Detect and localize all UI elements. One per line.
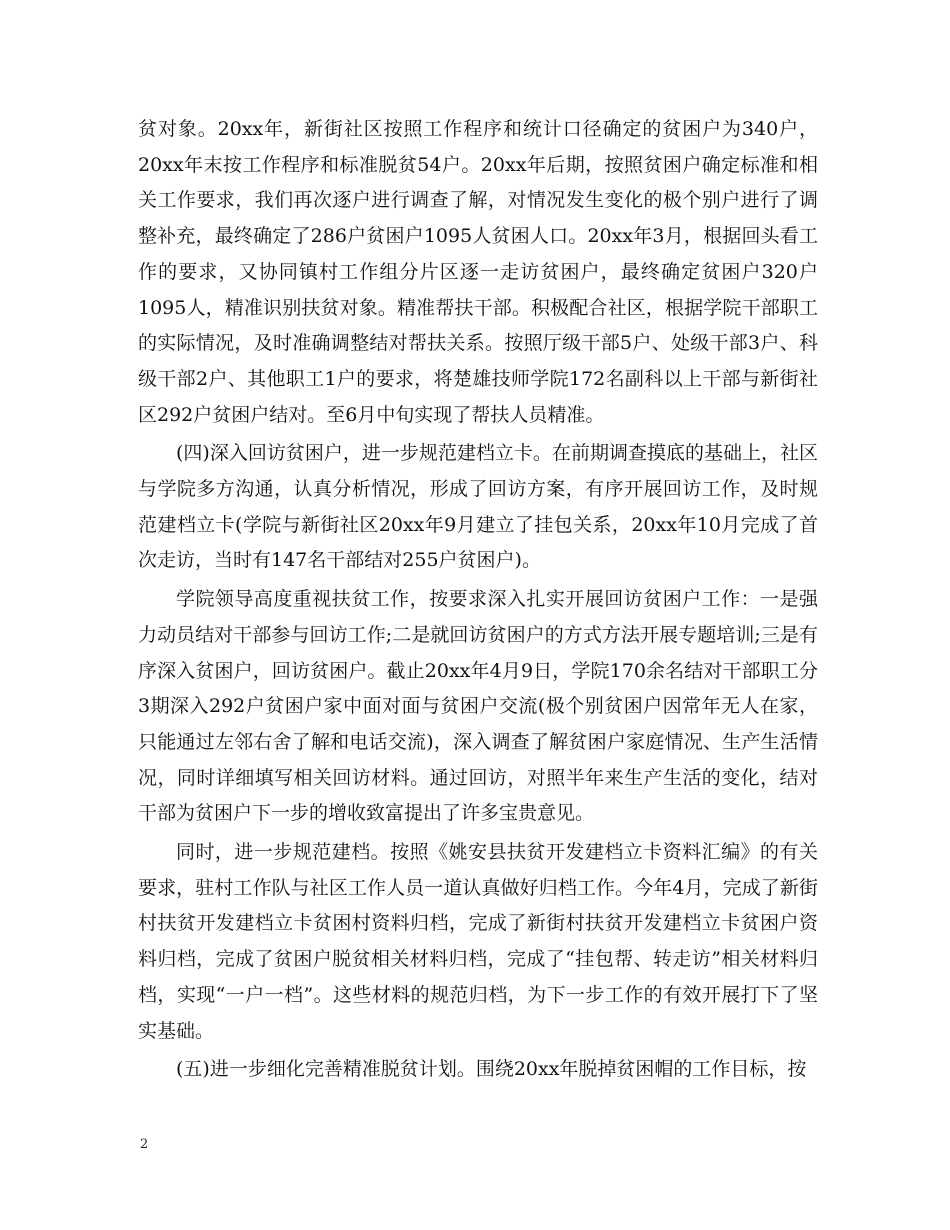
paragraph-5: (五)进一步细化完善精准脱贫计划。围绕20xx年脱掉贫困帽的工作目标，按 bbox=[176, 1058, 807, 1081]
paragraph-1: 贫对象。20xx年，新街社区按照工作程序和统计口径确定的贫困户为340户，20xx年末按工作程序和标准脱贫54户。20xx年后期，按照贫困户确定标准和相关工作要求，我们再次逐户进行调查了解，对情况发生变化的极个别户进行了调整补充，最终确定了286户贫困户1095人贫困人口。20xx年3月，根据回头看工作的要求，又协同镇村工作组分片区逐一走访贫困户，最终确定贫困户320户1095人，精准识别扶贫对象。精准帮扶干部。积极配合社区，根据学院干部职工的实际情况，及时准确调整结对帮扶关系。按照厅级干部5户、处级干部3户、科级干部2户、其他职工1户的要求，将楚雄技师学院172名副科以上干部与新街社区292户贫困户结对。至6月中旬实现了帮扶人员精准。 bbox=[138, 118, 818, 426]
paragraph-2: (四)深入回访贫困户，进一步规范建档立卡。在前期调查摸底的基础上，社区与学院多方沟通，认真分析情况，形成了回访方案，有序开展回访工作，及时规范建档立卡(学院与新街社区20xx年9月建立了挂包关系，20xx年10月完成了首次走访，当时有147名干部结对255户贫困户)。 bbox=[138, 442, 818, 572]
page-number: 2 bbox=[140, 1137, 149, 1152]
paragraph-4: 同时，进一步规范建档。按照《姚安县扶贫开发建档立卡资料汇编》的有关要求，驻村工作队与社区工作人员一道认真做好归档工作。今年4月，完成了新街村扶贫开发建档立卡贫困村资料归档，完成了新街村扶贫开发建档立卡贫困户资料归档，完成了贫困户脱贫相关材料归档，完成了“挂包帮、转走访”相关材料归档，实现“一户一档”。这些材料的规范归档，为下一步工作的有效开展打下了坚实基础。 bbox=[138, 841, 818, 1042]
paragraph-3: 学院领导高度重视扶贫工作，按要求深入扎实开展回访贫困户工作：一是强力动员结对干部参与回访工作;二是就回访贫困户的方式方法开展专题培训;三是有序深入贫困户，回访贫困户。截止20xx年4月9日，学院170余名结对干部职工分3期深入292户贫困户家中面对面与贫困户交流(极个别贫困户因常年无人在家，只能通过左邻右舍了解和电话交流)，深入调查了解贫困户家庭情况、生产生活情况，同时详细填写相关回访材料。通过回访，对照半年来生产生活的变化，结对干部为贫困户下一步的增收致富提出了许多宝贵意见。 bbox=[138, 588, 818, 825]
document-body bbox=[138, 112, 818, 1091]
